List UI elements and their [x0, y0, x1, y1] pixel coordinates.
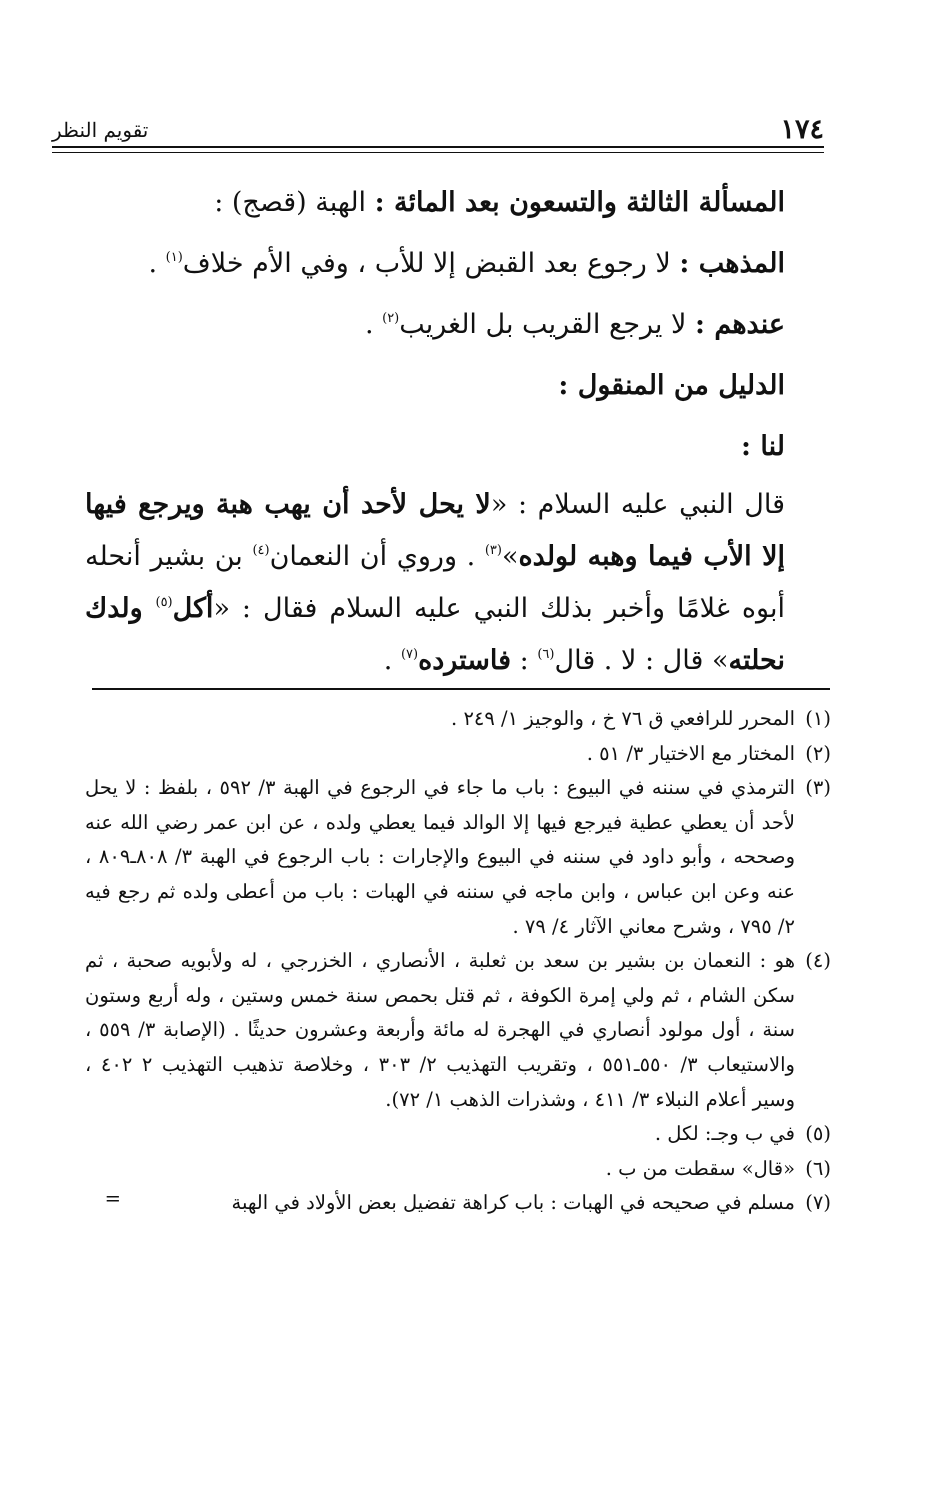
running-title: تقويم النظر — [52, 118, 149, 142]
footnote-ref-5[interactable]: (٥) — [155, 595, 173, 610]
footnote-ref-6[interactable]: (٦) — [537, 647, 555, 662]
main-text — [85, 172, 785, 687]
footnote-number: (١) — [805, 707, 831, 730]
madhhab-end: . — [148, 248, 166, 279]
para-mid-3: » قال : لا . قال — [554, 645, 729, 676]
evidence-heading-text: الدليل من المنقول : — [558, 370, 785, 401]
footnote-2 — [85, 737, 831, 772]
footnote-text: «قال» سقطت من ب . — [605, 1156, 795, 1180]
header-rule — [52, 146, 824, 148]
footnote-ref-4[interactable]: (٤) — [252, 543, 270, 558]
footnote-number: (٢) — [805, 741, 831, 765]
footnote-separator — [92, 688, 830, 690]
footnote-text: مسلم في صحيحه في الهبات : باب كراهة تفضيل بعض الأولاد في الهبة — [231, 1191, 795, 1215]
hadith-fastaraddahu: فاسترده — [418, 645, 512, 676]
footnote-ref-2[interactable]: (٢) — [382, 311, 400, 326]
footnote-number: (٤) — [805, 949, 831, 973]
para-mid-4: : — [511, 645, 538, 676]
footnote-text: الترمذي في سننه في البيوع : باب ما جاء في الرجوع في الهبة ٣/ ٥٩٢ ، بلفظ : لا يحل لأحد أن يعطي عطية فيرجع فيها إلا الوالد فيما يعطي ولده ، عن ابن عمر رضي الله عنه وصححه ، وأبو داود في سننه في البيوع والإجارات : باب الرجوع في الهبة ٣/ ٨٠٨ـ٨٠٩ ، عنه وعن ابن عباس ، وابن ماجه في سننه في الهبات : باب من أعطى ولده ثم رجع فيه ٢/ ٧٩٥ ، وشرح معاني الآثار ٤/ ٧٩ . — [85, 776, 795, 938]
header-rule-thin — [52, 152, 824, 153]
footnote-text: هو : النعمان بن بشير بن سعد بن ثعلبة ، الأنصاري ، الخزرجي ، له ولأبويه صحبة ، ثم سكن الشام ، ثم ولي إمرة الكوفة ، ثم قتل بحمص سنة خمس وستين ، وله أربع وستون سنة ، أول مولود أنصاري في الهجرة له مائة وأربعة وعشرون حديثًا . (الإصابة ٣/ ٥٥٩ ، والاستيعاب ٣/ ٥٥٠ـ٥٥١ ، وتقريب التهذيب ٢/ ٣٠٣ ، وخلاصة تذهيب التهذيب ٢ ٤٠٢ ، وسير أعلام النبلاء ٣/ ٤١١ ، وشذرات الذهب ١/ ٧٢). — [85, 949, 795, 1111]
hadith-paragraph — [85, 479, 785, 687]
issue-title: المسألة الثالثة والتسعون بعد المائة : — [374, 187, 785, 218]
evidence-heading — [85, 355, 785, 416]
footnote-1 — [85, 702, 831, 737]
madhhab-label: المذهب : — [679, 248, 785, 279]
footnote-ref-1[interactable]: (١) — [165, 250, 183, 265]
footnotes — [85, 702, 831, 1221]
madhhab-text: لا رجوع بعد القبض إلا للأب ، وفي الأم خلاف — [182, 248, 680, 279]
footnote-number: (٥) — [805, 1122, 831, 1146]
footnote-text: المختار مع الاختيار ٣/ ٥١ . — [586, 741, 795, 765]
page-number: ١٧٤ — [780, 114, 824, 145]
footnote-ref-7[interactable]: (٧) — [400, 647, 419, 662]
para-intro: قال النبي عليه السلام : « — [490, 489, 785, 520]
lana-heading-text: لنا : — [741, 431, 785, 462]
indahum-text: لا يرجع القريب بل الغريب — [399, 309, 695, 340]
issue-topic: الهبة (قصج) : — [214, 187, 375, 218]
para-mid-2: بن بشير أنحله أبوه غلامًا وأخبر بذلك النبي عليه السلام فقال : « — [85, 541, 785, 624]
issue-title-line — [85, 172, 785, 233]
footnote-6 — [85, 1152, 831, 1187]
indahum-line — [85, 294, 785, 355]
hadith-akala: أكل — [172, 593, 214, 624]
footnote-5 — [85, 1117, 831, 1152]
footnote-7: (٧)مسلم في صحيحه في الهبات : باب كراهة تفضيل بعض الأولاد في الهبة = — [85, 1186, 831, 1221]
para-end: . — [383, 645, 401, 676]
footnote-number: (٧) — [805, 1191, 831, 1215]
page-header — [52, 108, 824, 146]
indahum-label: عندهم : — [694, 309, 785, 340]
lana-heading — [85, 416, 785, 477]
hadith-waladak: ولدك نحلته — [85, 593, 785, 676]
madhhab-line — [85, 233, 785, 294]
footnote-3 — [85, 771, 831, 944]
para-mid-1: . وروي أن النعمان — [269, 541, 485, 572]
footnote-text: في ب وجـ: لكل . — [654, 1122, 795, 1146]
footnote-text: المحرر للرافعي ق ٧٦ خ ، والوجيز ١/ ٢٤٩ . — [451, 707, 795, 730]
footnote-number: (٦) — [805, 1156, 831, 1180]
hadith-quote: لا يحل لأحد أن يهب هبة ويرجع فيها إلا الأب فيما وهبه لولده — [85, 489, 785, 572]
footnote-number: (٣) — [805, 776, 831, 800]
indahum-end: . — [364, 309, 383, 340]
footnote-4 — [85, 944, 831, 1117]
footnote-ref-3[interactable]: (٣) — [484, 543, 502, 558]
hadith-quote-close: » — [501, 541, 519, 572]
